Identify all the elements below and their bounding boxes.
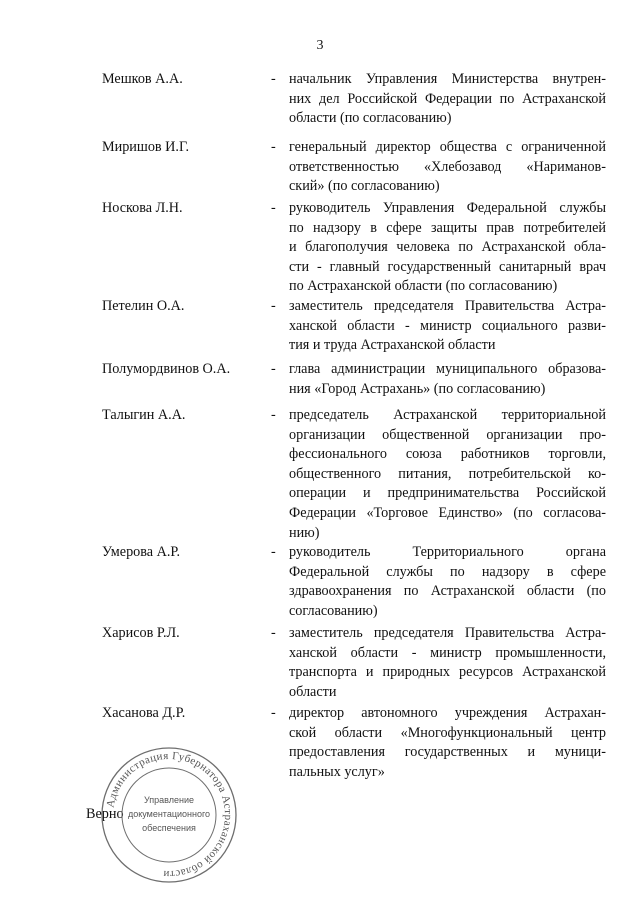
member-role: [289, 199, 606, 297]
member-name: Мешков А.А.: [102, 71, 183, 87]
role-line: ния «Город Астрахань» (по согласованию): [289, 380, 546, 397]
role-line: общественного питания, потребительской ко-: [289, 465, 606, 482]
dash-separator: -: [271, 705, 276, 721]
role-line: председатель Астраханской территориальной: [289, 407, 606, 423]
member-role: [289, 406, 606, 543]
stamp-center-line: обеспечения: [142, 823, 196, 833]
official-stamp: [99, 745, 239, 885]
role-line: ской области «Многофункциональный центр: [289, 724, 606, 741]
role-line: ский» (по согласованию): [289, 178, 440, 195]
role-line: согласованию): [289, 602, 378, 619]
member-name: Хасанова Д.Р.: [102, 705, 186, 721]
dash-separator: -: [271, 361, 276, 377]
role-line: нию): [289, 524, 320, 541]
role-line: здравоохранения по Астраханской области (по: [289, 583, 606, 600]
member-role: [289, 704, 606, 782]
role-line: руководитель Управления Федеральной службы: [289, 200, 606, 216]
stamp-center-line: документационного: [127, 809, 211, 819]
member-name: Носкова Л.Н.: [102, 200, 183, 216]
member-role: [289, 70, 606, 129]
role-line: и благополучия человека по Астраханской обла-: [289, 239, 606, 256]
role-line: ханской области - министр социального разви-: [289, 317, 606, 334]
role-line: по надзору в сфере защиты прав потребителей: [289, 219, 606, 236]
role-line: по Астраханской области (по согласованию): [289, 278, 558, 295]
role-line: начальник Управления Министерства внутрен-: [289, 71, 606, 87]
role-line: них дел Российской Федерации по Астраханской: [289, 90, 606, 107]
member-name: Миришов И.Г.: [102, 139, 190, 155]
dash-separator: -: [271, 139, 276, 155]
member-name: Харисов Р.Л.: [102, 625, 180, 641]
member-name: Полумордвинов О.А.: [102, 361, 231, 377]
role-line: заместитель председателя Правительства Астра-: [289, 298, 606, 314]
role-line: области: [289, 683, 337, 700]
stamp-center-line: Управление: [143, 795, 195, 805]
role-line: ответственностью «Хлебозавод «Нариманов-: [289, 158, 606, 175]
role-line: руководитель Территориального органа: [289, 544, 606, 560]
role-line: Федеральной службы по надзору в сфере: [289, 563, 606, 580]
dash-separator: -: [271, 200, 276, 216]
role-line: операции и предпринимательства Российской: [289, 485, 606, 502]
member-role: [289, 624, 606, 702]
role-line: заместитель председателя Правительства Астра-: [289, 625, 606, 641]
role-line: Федерации «Торговое Единство» (по согласова-: [289, 504, 606, 521]
member-name: Умерова А.Р.: [102, 544, 181, 560]
role-line: сти - главный государственный санитарный врач: [289, 258, 606, 275]
member-name: Петелин О.А.: [102, 298, 185, 314]
dash-separator: -: [271, 407, 276, 423]
stamp-outer-text: Администрация Губернатора Астраханской области: [104, 749, 235, 881]
dash-separator: -: [271, 298, 276, 314]
dash-separator: -: [271, 544, 276, 560]
role-line: пальных услуг»: [289, 763, 385, 780]
dash-separator: -: [271, 625, 276, 641]
member-role: [289, 360, 606, 399]
role-line: ханской области - министр промышленности,: [289, 644, 606, 661]
role-line: тия и труда Астраханской области: [289, 337, 496, 354]
member-role: [289, 297, 606, 356]
role-line: предоставления государственных и муници-: [289, 744, 606, 761]
member-role: [289, 138, 606, 197]
role-line: глава администрации муниципального образова-: [289, 361, 606, 377]
role-line: директор автономного учреждения Астрахан-: [289, 705, 606, 721]
dash-separator: -: [271, 71, 276, 87]
member-role: [289, 543, 606, 621]
verno-label: Верно: [86, 806, 124, 822]
role-line: транспорта и природных ресурсов Астраханской: [289, 664, 606, 681]
page-number: 3: [316, 38, 324, 53]
role-line: области (по согласованию): [289, 110, 452, 127]
role-line: генеральный директор общества с ограниченной: [289, 139, 606, 155]
member-name: Талыгин А.А.: [102, 407, 186, 423]
role-line: фессионального союза работников торговли,: [289, 446, 606, 463]
role-line: организации общественной организации про-: [289, 426, 606, 443]
